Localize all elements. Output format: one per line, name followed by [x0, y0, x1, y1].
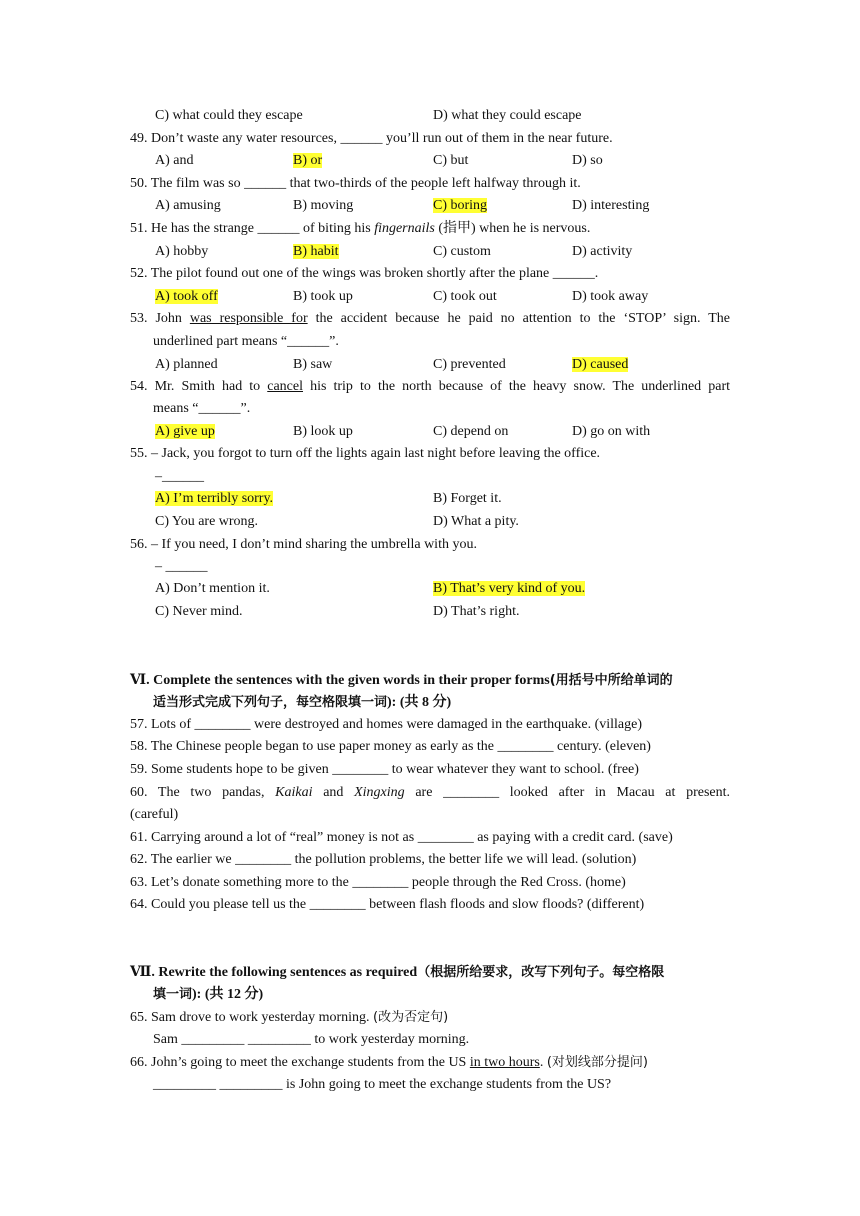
q53-stem-line2: underlined part means “______”.: [153, 334, 339, 349]
q60: 60. The two pandas, Kaikai and Xingxing are ________ looked after in Macau at present.: [130, 785, 730, 800]
q53-option-b: B) saw: [293, 357, 333, 372]
q53-option-d-answer: D) caused: [572, 357, 629, 372]
q58: 58. The Chinese people began to use paper money as early as the ________ century. (eleven): [130, 739, 651, 754]
q51-option-d: D) activity: [572, 244, 633, 259]
q59: 59. Some students hope to be given ________ to wear whatever they want to school. (free): [130, 762, 639, 777]
q57: 57. Lots of ________ were destroyed and homes were damaged in the earthquake. (village): [130, 717, 642, 732]
q53-option-a: A) planned: [155, 357, 218, 372]
q50-option-c-answer: C) boring: [433, 198, 488, 213]
q56-option-c: C) Never mind.: [155, 604, 243, 619]
q52-option-a-answer: A) took off: [155, 289, 218, 304]
q55-option-a-answer: A) I’m terribly sorry.: [155, 491, 274, 506]
q51-option-a: A) hobby: [155, 244, 209, 259]
q51-italic-word: fingernails: [374, 221, 435, 236]
q60-panda-name-2: Xingxing: [354, 785, 405, 800]
q55-stem: 55. – Jack, you forgot to turn off the lights again last night before leaving the office.: [130, 446, 601, 461]
q63: 63. Let’s donate something more to the ________ people through the Red Cross. (home): [130, 875, 626, 890]
q54-option-a-answer: A) give up: [155, 424, 215, 439]
q50-option-b: B) moving: [293, 198, 354, 213]
section-6-heading-line2: 适当形式完成下列句子，每空格限填一词): (共 8 分): [153, 695, 452, 710]
q54-stem: 54. Mr. Smith had to cancel his trip to the north because of the heavy snow. The underlined part: [130, 379, 730, 394]
q48-option-c: C) what could they escape: [155, 108, 303, 123]
q55-option-c: C) You are wrong.: [155, 514, 259, 529]
q56-option-d: D) That’s right.: [433, 604, 520, 619]
q62: 62. The earlier we ________ the pollution problems, the better life we will lead. (solution): [130, 852, 637, 867]
q56-stem: 56. – If you need, I don’t mind sharing the umbrella with you.: [130, 537, 477, 552]
q52-option-c: C) took out: [433, 289, 497, 304]
q51-stem: 51. He has the strange ______ of biting his fingernails (指甲) when he is nervous.: [130, 221, 591, 236]
q65-stem: 65. Sam drove to work yesterday morning. (改为否定句): [130, 1010, 449, 1025]
q53-stem: 53. John was responsible for the accident because he paid no attention to the ‘STOP’ sign. The: [130, 311, 730, 326]
q54-underlined-word: cancel: [267, 379, 303, 394]
q52-option-b: B) took up: [293, 289, 353, 304]
q50-option-a: A) amusing: [155, 198, 221, 213]
section-7-heading: Ⅶ. Rewrite the following sentences as required（根据所给要求，改写下列句子。每空格限: [130, 965, 665, 980]
q50-option-d: D) interesting: [572, 198, 650, 213]
q54-option-b: B) look up: [293, 424, 353, 439]
q50-stem: 50. The film was so ______ that two-thirds of the people left halfway through it.: [130, 176, 581, 191]
q49-option-d: D) so: [572, 153, 603, 168]
q55-option-b: B) Forget it.: [433, 491, 502, 506]
q54-option-c: C) depend on: [433, 424, 509, 439]
q55-option-d: D) What a pity.: [433, 514, 519, 529]
q49-option-c: C) but: [433, 153, 469, 168]
q64: 64. Could you please tell us the ________ between flash floods and slow floods? (different): [130, 897, 645, 912]
q53-option-c: C) prevented: [433, 357, 506, 372]
section-7-heading-line2: 填一词): (共 12 分): [153, 987, 264, 1002]
q56-reply-blank: – ______: [155, 559, 208, 574]
q56-option-b-answer: B) That’s very kind of you.: [433, 581, 586, 596]
q66-stem: 66. John’s going to meet the exchange students from the US in two hours. (对划线部分提问): [130, 1055, 648, 1070]
q60-panda-name-1: Kaikai: [275, 785, 313, 800]
q51-option-c: C) custom: [433, 244, 491, 259]
q65-answer-line: Sam _________ _________ to work yesterday morning.: [153, 1032, 470, 1047]
q55-reply-blank: –______: [155, 469, 204, 484]
q66-underlined-part: in two hours: [469, 1055, 540, 1070]
section-6-heading: Ⅵ. Complete the sentences with the given words in their proper forms(用括号中所给单词的: [130, 673, 673, 688]
q60-line2: (careful): [130, 807, 179, 822]
q53-underlined-part: was responsible for: [189, 311, 308, 326]
q52-option-d: D) took away: [572, 289, 649, 304]
q49-option-b-answer: B) or: [293, 153, 323, 168]
q49-stem: 49. Don’t waste any water resources, ______ you’ll run out of them in the near future.: [130, 131, 613, 146]
q48-option-d: D) what they could escape: [433, 108, 582, 123]
q61: 61. Carrying around a lot of “real” money is not as ________ as paying with a credit card. (save): [130, 830, 673, 845]
q54-stem-line2: means “______”.: [153, 401, 251, 416]
q54-option-d: D) go on with: [572, 424, 651, 439]
q51-option-b-answer: B) habit: [293, 244, 339, 259]
q66-answer-line: _________ _________ is John going to meet the exchange students from the US?: [153, 1077, 612, 1092]
q49-option-a: A) and: [155, 153, 194, 168]
q52-stem: 52. The pilot found out one of the wings was broken shortly after the plane ______.: [130, 266, 599, 281]
q56-option-a: A) Don’t mention it.: [155, 581, 270, 596]
